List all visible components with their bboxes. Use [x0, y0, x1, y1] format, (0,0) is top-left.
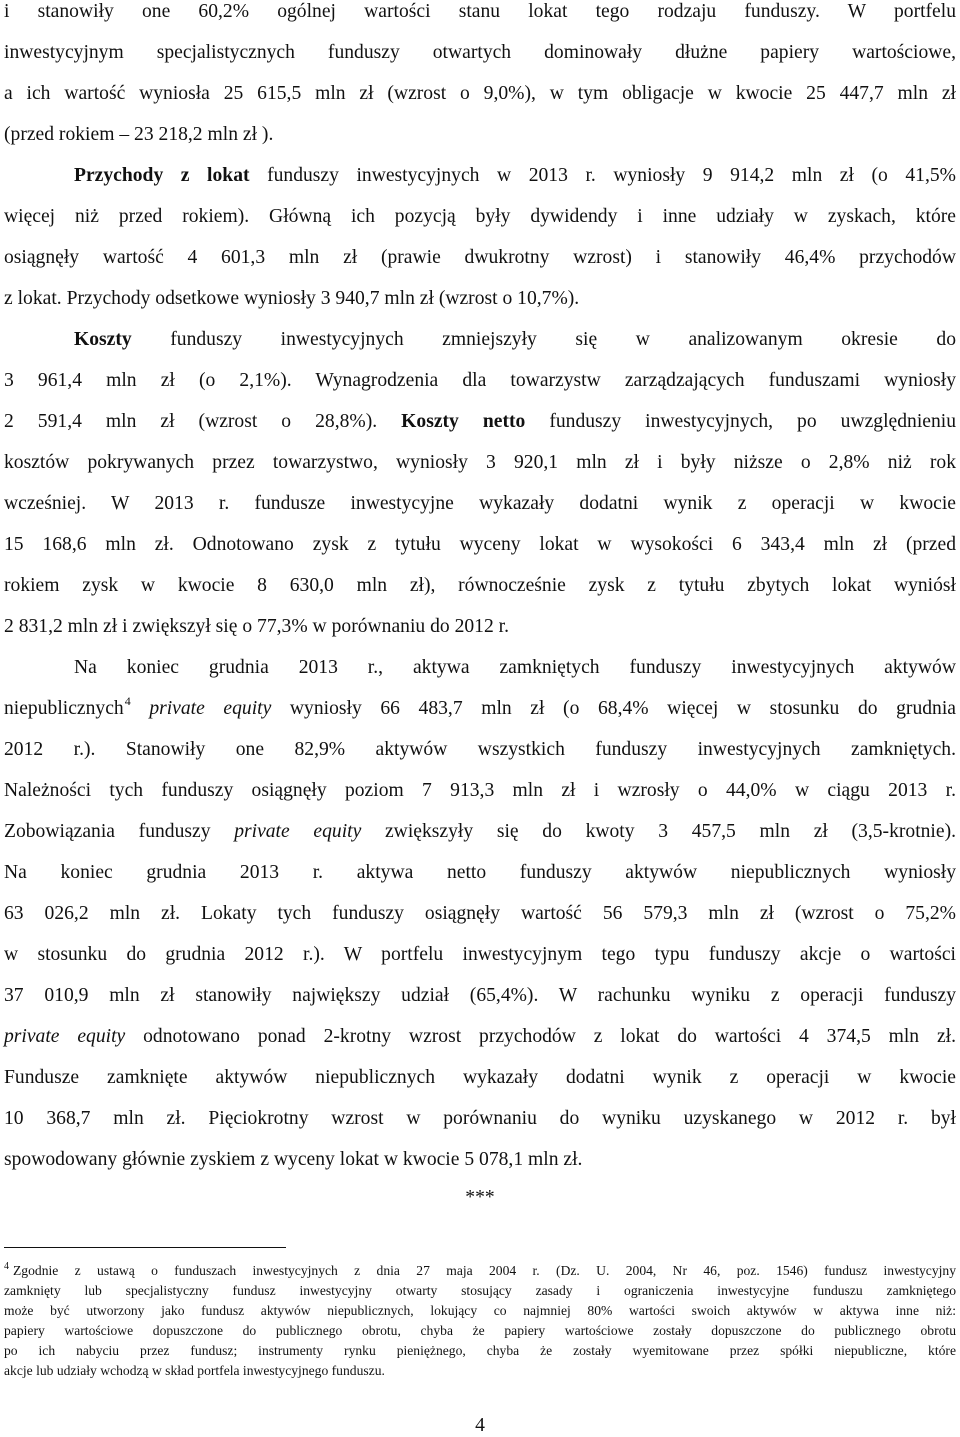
- text-span: odnotowano ponad 2-krotny wzrost przychodów z lokat do wartości 4 374,5 mln zł.: [125, 1026, 957, 1047]
- text-line: [4, 1025, 956, 1049]
- bold-term: Koszty netto: [401, 411, 526, 432]
- text-line: spowodowany głównie zyskiem z wyceny lokat w kwocie 5 078,1 mln zł.: [4, 1149, 583, 1170]
- footnote-line: papiery wartościowe dopuszczone do publicznego obrotu, chyba że papiery wartościowe zostały dopuszczone do publicznego obrotu: [4, 1323, 956, 1338]
- footnote-line: zamknięty lub specjalistyczny fundusz inwestycyjny otwarty stosujący zasady i ograniczenia inwestycyjne funduszu zamkniętego: [4, 1283, 956, 1298]
- text-line: Na koniec grudnia 2013 r., aktywa zamkniętych funduszy inwestycyjnych aktywów: [74, 657, 956, 678]
- footnote-line: [4, 1262, 956, 1280]
- text-line: 10 368,7 mln zł. Pięciokrotny wzrost w porównaniu do wyniku uzyskanego w 2012 r. był: [4, 1108, 956, 1129]
- text-span: funduszy inwestycyjnych w 2013 r. wyniosły 9 914,2 mln zł (o 41,5%: [249, 165, 956, 186]
- text-line: inwestycyjnym specjalistycznych funduszy otwartych dominowały dłużne papiery wartościowe,: [4, 42, 956, 63]
- footnote-number: 4: [4, 1261, 9, 1272]
- text-line: (przed rokiem – 23 218,2 mln zł ).: [4, 124, 274, 145]
- bold-term: Przychody z lokat: [74, 165, 250, 186]
- text-line: [4, 820, 956, 844]
- text-line: rokiem zysk w kwocie 8 630,0 mln zł), równocześnie zysk z tytułu zbytych lokat wyniósł: [4, 575, 956, 596]
- bold-term: Koszty: [74, 329, 132, 350]
- text-line: więcej niż przed rokiem). Główną ich pozycją były dywidendy i inne udziały w zyskach, które: [4, 206, 956, 227]
- text-line: a ich wartość wyniosła 25 615,5 mln zł (wzrost o 9,0%), w tym obligacje w kwocie 25 447,7 mln zł: [4, 83, 956, 104]
- text-line: 37 010,9 mln zł stanowiły największy udział (65,4%). W rachunku wyniku z operacji funduszy: [4, 985, 956, 1006]
- text-span: Zobowiązania funduszy: [4, 821, 235, 842]
- text-span: Zgodnie z ustawą o funduszach inwestycyjnych z dnia 27 maja 2004 r. (Dz. U. 2004, Nr 46, poz. 1546) fundusz inwestycyjny: [13, 1263, 956, 1278]
- text-line: 2 831,2 mln zł i zwiększył się o 77,3% w porównaniu do 2012 r.: [4, 616, 510, 637]
- footnote-divider: [4, 1247, 286, 1248]
- text-line: 63 026,2 mln zł. Lokaty tych funduszy osiągnęły wartość 56 579,3 mln zł (wzrost o 75,2%: [4, 903, 956, 924]
- text-line: 15 168,6 mln zł. Odnotowano zysk z tytułu wyceny lokat w wysokości 6 343,4 mln zł (przed: [4, 534, 956, 555]
- footnote-line: może być utworzony jako fundusz aktywów niepublicznych, lokujący co najmniej 80% wartości swoich aktywów w aktywa inne niż:: [4, 1303, 956, 1318]
- text-line: 3 961,4 mln zł (o 2,1%). Wynagrodzenia dla towarzystw zarządzających funduszami wyniosły: [4, 370, 956, 391]
- page-number: 4: [475, 1415, 485, 1436]
- text-line: [4, 694, 956, 721]
- footnote-line: po ich nabyciu przez fundusz; instrumenty rynku pieniężnego, chyba że zostały wyemitowane przez spółki niepubliczne, które: [4, 1343, 956, 1358]
- text-line: Należności tych funduszy osiągnęły poziom 7 913,3 mln zł i wzrosły o 44,0% w ciągu 2013 r.: [4, 780, 956, 801]
- text-span: niepublicznych: [4, 698, 124, 719]
- text-line: Fundusze zamknięte aktywów niepublicznych wykazały dodatni wynik z operacji w kwocie: [4, 1067, 956, 1088]
- italic-term: private equity: [234, 821, 362, 842]
- text-line: [4, 410, 956, 434]
- text-span: wyniosły 66 483,7 mln zł (o 68,4% więcej w stosunku do grudnia: [271, 698, 956, 719]
- text-span: funduszy inwestycyjnych zmniejszyły się w analizowanym okresie do: [131, 329, 956, 350]
- text-line: kosztów pokrywanych przez towarzystwo, wyniosły 3 920,1 mln zł i były niższe o 2,8% niż rok: [4, 452, 956, 473]
- text-line: i stanowiły one 60,2% ogólnej wartości stanu lokat tego rodzaju funduszy. W portfelu: [4, 1, 956, 22]
- text-line: osiągnęły wartość 4 601,3 mln zł (prawie dwukrotny wzrost) i stanowiły 46,4% przychodów: [4, 247, 956, 268]
- footnote-reference[interactable]: 4: [124, 694, 131, 708]
- text-span: 2 591,4 mln zł (wzrost o 28,8%).: [4, 411, 402, 432]
- italic-term: private equity: [4, 1026, 126, 1047]
- text-span: funduszy inwestycyjnych, po uwzględnieniu: [525, 411, 957, 432]
- text-line: 2012 r.). Stanowiły one 82,9% aktywów wszystkich funduszy inwestycyjnych zamkniętych.: [4, 739, 956, 760]
- text-line: z lokat. Przychody odsetkowe wyniosły 3 940,7 mln zł (wzrost o 10,7%).: [4, 288, 580, 309]
- text-line: [74, 164, 956, 188]
- text-line: [74, 328, 956, 352]
- italic-term: private equity: [149, 698, 272, 719]
- text-line: Na koniec grudnia 2013 r. aktywa netto funduszy aktywów niepublicznych wyniosły: [4, 862, 956, 883]
- text-line: wcześniej. W 2013 r. fundusze inwestycyjne wykazały dodatni wynik z operacji w kwocie: [4, 493, 956, 514]
- footnote-line: akcje lub udziały wchodzą w skład portfela inwestycyjnego funduszu.: [4, 1363, 385, 1378]
- text-line: w stosunku do grudnia 2012 r.). W portfelu inwestycyjnym tego typu funduszy akcje o wartości: [4, 944, 956, 965]
- text-span: zwiększyły się do kwoty 3 457,5 mln zł (3,5-krotnie).: [361, 821, 956, 842]
- section-separator: ***: [465, 1187, 495, 1208]
